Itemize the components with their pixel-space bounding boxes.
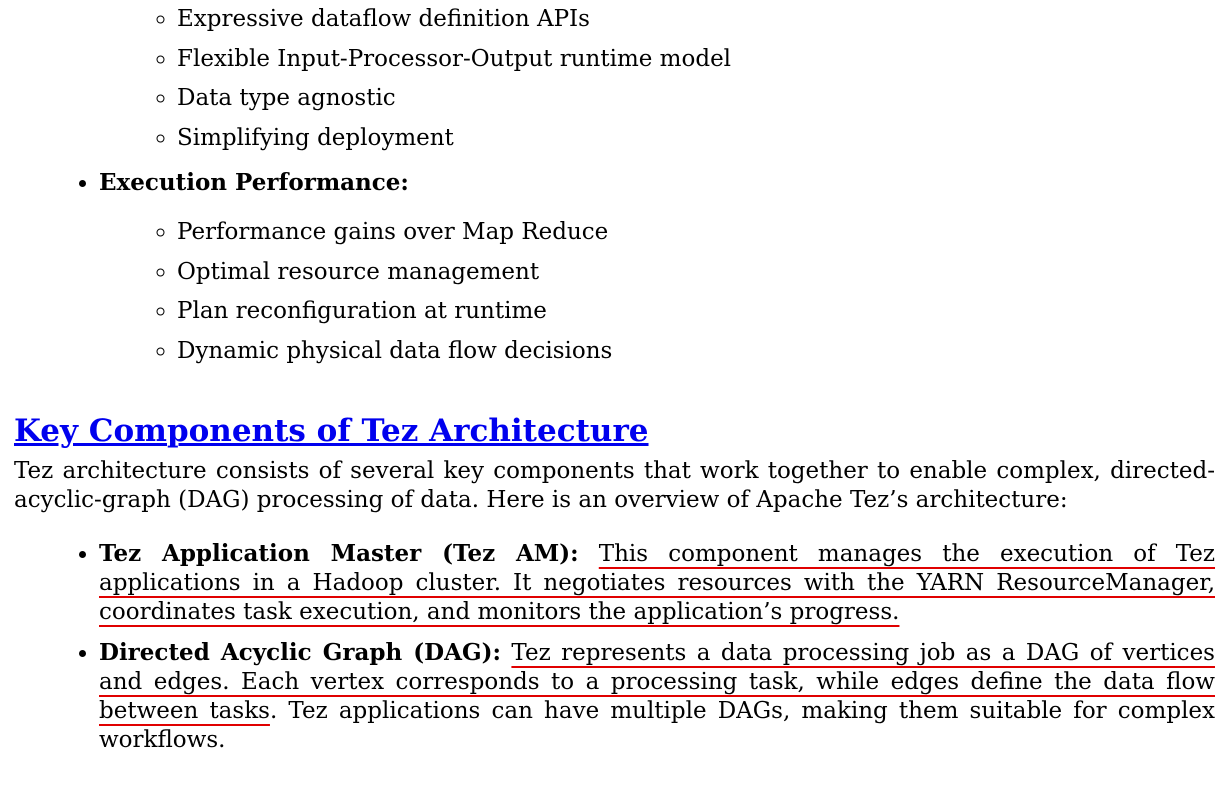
features-list <box>14 169 1215 371</box>
section-intro: Tez architecture consists of several key components that work together to enable complex, directed-acyclic-graph (DAG) processing of data. Here is an overview of Apache Tez’s architecture: <box>14 458 1215 513</box>
list-item: ◦ Performance gains over Map Reduce <box>177 213 1215 253</box>
list-item: ◦ Expressive dataflow definition APIs <box>177 0 1215 40</box>
highlighted-text: This component manages the execution of Tez applications in a Hadoop cluster. It negotiates resources with the YARN ResourceManager, coordinates task execution, and monitors the application’s progress. <box>99 541 1216 625</box>
list-item: ◦ Simplifying deployment <box>177 119 1215 159</box>
execution-sublist <box>14 213 1215 371</box>
components-list <box>14 539 1215 755</box>
component-text: . Tez applications can have multiple DAGs, making them suitable for complex workflows. <box>99 698 1216 753</box>
list-item: ◦ Dynamic physical data flow decisions <box>177 332 1215 372</box>
list-item: ◦ Plan reconfiguration at runtime <box>177 292 1215 332</box>
component-term: Directed Acyclic Graph (DAG): <box>99 639 501 666</box>
article-body <box>14 0 1215 766</box>
component-term: Tez Application Master (Tez AM): <box>99 540 579 567</box>
list-item: ◦ Data type agnostic <box>177 79 1215 119</box>
component-item-tez-am <box>99 539 1215 627</box>
features-sublist <box>14 0 1215 158</box>
section-heading <box>14 412 1215 450</box>
list-item: ◦ Flexible Input-Processor-Output runtime model <box>177 40 1215 80</box>
section-heading-link[interactable]: Key Components of Tez Architecture <box>14 413 649 449</box>
execution-performance-item <box>99 169 1215 371</box>
list-item: ◦ Optimal resource management <box>177 253 1215 293</box>
component-item-dag <box>99 638 1215 755</box>
highlighted-text: Tez represents a data processing job as a DAG of vertices and edges. Each vertex corresponds to a processing task, while edges define the data flow between tasks <box>99 640 1215 724</box>
execution-performance-label: Execution Performance: <box>99 169 409 196</box>
